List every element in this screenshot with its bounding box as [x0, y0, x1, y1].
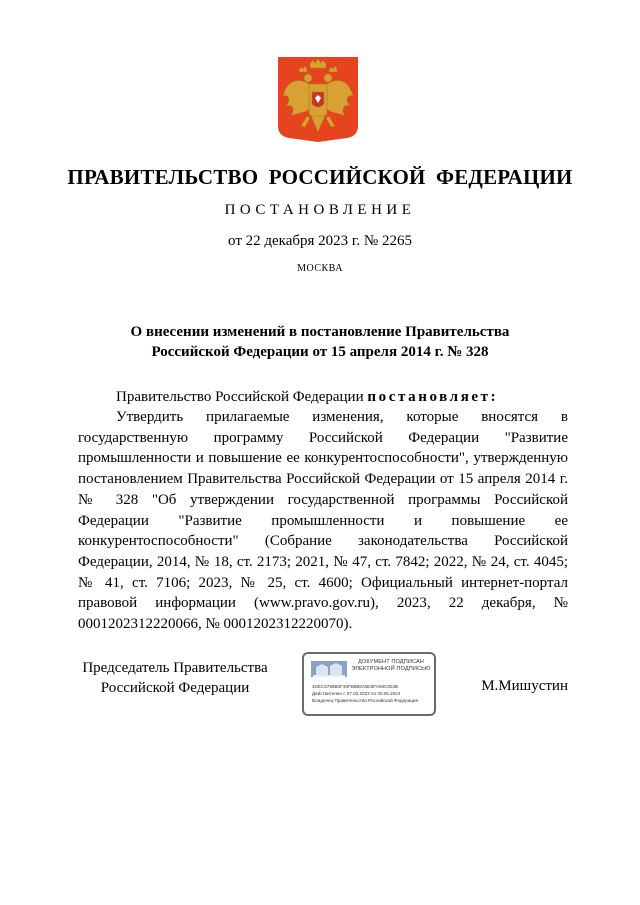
government-title: ПРАВИТЕЛЬСТВО РОССИЙСКОЙ ФЕДЕРАЦИИ — [67, 165, 573, 189]
stamp-header-line-1: ДОКУМЕНТ ПОДПИСАН — [358, 659, 424, 665]
lead-prefix: Правительство Российской Федерации — [116, 389, 364, 405]
signer-title-line-1: Председатель Правительства — [82, 660, 268, 676]
signer-name: М.Мишустин — [481, 678, 568, 694]
government-building-icon — [310, 659, 348, 679]
resolution-paragraph: Утвердить прилагаемые изменения, которые вносятся в государственную программу Российской Федерации "Развитие промышленности и повышение ее конкурентоспособности", утвержденную постановлением Правительства Российской Федерации от 15 апреля 2014 г. № 328 "Об утверждении государственной программы Российской Федерации "Развитие промышленности и повышение ее конкурентоспособности" (Собрание законодательства Российской Федерации, 2014, № 18, ст. 2173; 2021, № 47, ст. 7842; 2022, № 24, ст. 4045; № 41, ст. 7106; 2023, № 25, ст. 4600; Официальный интернет-портал правовой информации (www.pravo.gov.ru), 2023, 22 декабря, № 0001202312220066, № 0001202312220070). — [78, 409, 568, 633]
subject-line-2: Российской Федерации от 15 апреля 2014 г. № 328 — [151, 344, 489, 360]
document-subject — [100, 322, 540, 362]
stamp-validity: Действителен с 07.03.2023 по 30.05.2024 — [312, 691, 401, 696]
document-type: ПОСТАНОВЛЕНИЕ — [224, 202, 416, 218]
coat-of-arms-russia-icon — [277, 56, 359, 142]
stamp-owner: Владелец Правительство Российской Федерация — [312, 698, 418, 703]
signer-title-line-2: Российской Федерации — [100, 680, 250, 696]
resolution-lead — [78, 387, 568, 407]
document-city: МОСКВА — [297, 263, 343, 274]
stamp-certificate-serial: 4DEC5786B0F30FB8B0AB03FA08C003B — [312, 684, 399, 689]
electronic-signature-stamp — [302, 652, 436, 716]
document-date-number: от 22 декабря 2023 г. № 2265 — [228, 233, 412, 249]
stamp-header — [348, 659, 434, 672]
subject-line-1: О внесении изменений в постановление Правительства — [130, 324, 510, 340]
lead-verb: постановляет: — [367, 389, 499, 405]
stamp-header-line-2: ЭЛЕКТРОННОЙ ПОДПИСЬЮ — [351, 665, 431, 672]
signer-title — [70, 658, 280, 698]
